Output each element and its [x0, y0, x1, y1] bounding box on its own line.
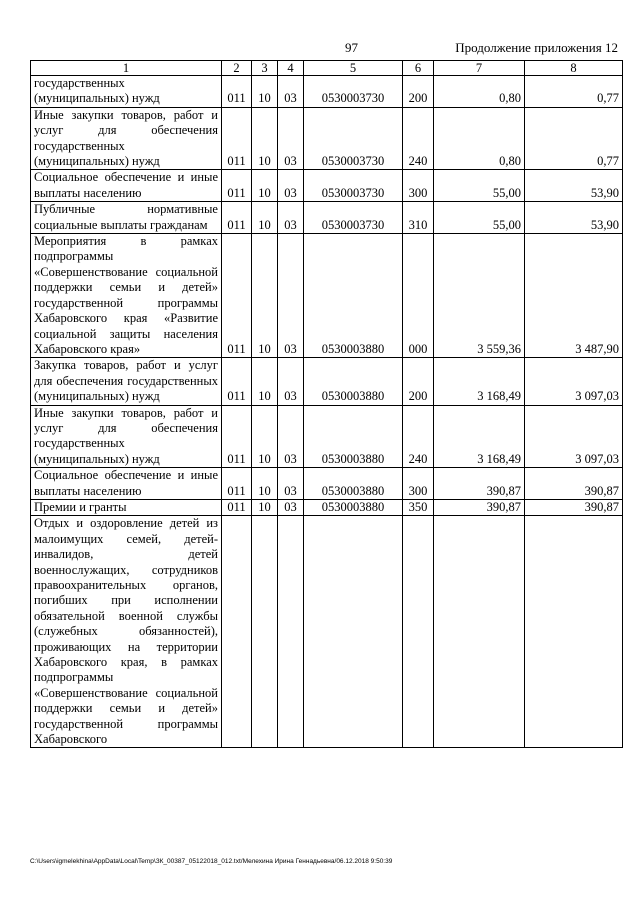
- amount-col7: 55,00: [434, 170, 525, 202]
- table-row: [31, 499, 623, 515]
- section-code: 10: [252, 170, 278, 202]
- row-name: Иные закупки товаров, работ и услуг для обеспечения государственных (муниципальных) нужд: [31, 107, 222, 170]
- table-row: [31, 234, 623, 358]
- row-name: Премии и гранты: [31, 499, 222, 515]
- ministry-code: 011: [222, 468, 252, 500]
- ministry-code: 011: [222, 405, 252, 468]
- ministry-code: 011: [222, 499, 252, 515]
- amount-col7: 390,87: [434, 499, 525, 515]
- target-article-code: 0530003880: [304, 405, 403, 468]
- amount-col7: 3 559,36: [434, 234, 525, 358]
- target-article-code: 0530003880: [304, 499, 403, 515]
- target-article-code: 0530003730: [304, 76, 403, 108]
- target-article-code: 0530003730: [304, 170, 403, 202]
- column-header: 8: [525, 61, 623, 76]
- ministry-code: [222, 516, 252, 748]
- column-header: 6: [403, 61, 434, 76]
- row-name: Публичные нормативные социальные выплаты гражданам: [31, 202, 222, 234]
- expense-type-code: 000: [403, 234, 434, 358]
- ministry-code: 011: [222, 170, 252, 202]
- column-header: 5: [304, 61, 403, 76]
- amount-col7: [434, 516, 525, 748]
- subsection-code: 03: [278, 76, 304, 108]
- continuation-label: Продолжение приложения 12: [455, 40, 618, 55]
- target-article-code: 0530003730: [304, 107, 403, 170]
- column-header: 1: [31, 61, 222, 76]
- column-header: 4: [278, 61, 304, 76]
- row-name: Социальное обеспечение и иные выплаты населению: [31, 468, 222, 500]
- amount-col8: 390,87: [525, 468, 623, 500]
- section-code: 10: [252, 202, 278, 234]
- ministry-code: 011: [222, 107, 252, 170]
- ministry-code: 011: [222, 76, 252, 108]
- target-article-code: 0530003880: [304, 468, 403, 500]
- expense-type-code: 200: [403, 358, 434, 405]
- expense-type-code: 200: [403, 76, 434, 108]
- amount-col8: 0,77: [525, 76, 623, 108]
- amount-col7: 3 168,49: [434, 358, 525, 405]
- table-header-row: [31, 61, 623, 76]
- section-code: [252, 516, 278, 748]
- subsection-code: 03: [278, 499, 304, 515]
- table-row: [31, 358, 623, 405]
- amount-col7: 3 168,49: [434, 405, 525, 468]
- subsection-code: 03: [278, 234, 304, 358]
- subsection-code: 03: [278, 107, 304, 170]
- amount-col7: 390,87: [434, 468, 525, 500]
- subsection-code: 03: [278, 202, 304, 234]
- subsection-code: 03: [278, 468, 304, 500]
- file-path-footer: C:\Users\igmelekhina\AppData\Local\Temp\ЗК_00387_05122018_012.txt/Мелехина Ирина Геннадьевна/06.12.2018 9:50:39: [30, 858, 393, 865]
- amount-col8: 53,90: [525, 170, 623, 202]
- table-row: [31, 516, 623, 748]
- target-article-code: [304, 516, 403, 748]
- subsection-code: 03: [278, 170, 304, 202]
- expense-type-code: 310: [403, 202, 434, 234]
- section-code: 10: [252, 76, 278, 108]
- section-code: 10: [252, 499, 278, 515]
- amount-col8: 0,77: [525, 107, 623, 170]
- amount-col8: 53,90: [525, 202, 623, 234]
- amount-col7: 0,80: [434, 107, 525, 170]
- row-name: Иные закупки товаров, работ и услуг для обеспечения государственных (муниципальных) нужд: [31, 405, 222, 468]
- target-article-code: 0530003880: [304, 358, 403, 405]
- table-row: [31, 405, 623, 468]
- column-header: 7: [434, 61, 525, 76]
- amount-col8: 3 487,90: [525, 234, 623, 358]
- expense-type-code: [403, 516, 434, 748]
- page-number: 97: [345, 40, 358, 55]
- expense-type-code: 240: [403, 405, 434, 468]
- row-name: государственных (муниципальных) нужд: [31, 76, 222, 108]
- section-code: 10: [252, 358, 278, 405]
- subsection-code: 03: [278, 405, 304, 468]
- column-header: 3: [252, 61, 278, 76]
- row-name: Социальное обеспечение и иные выплаты населению: [31, 170, 222, 202]
- expense-type-code: 300: [403, 468, 434, 500]
- section-code: 10: [252, 107, 278, 170]
- ministry-code: 011: [222, 358, 252, 405]
- section-code: 10: [252, 234, 278, 358]
- ministry-code: 011: [222, 234, 252, 358]
- table-row: [31, 170, 623, 202]
- amount-col7: 0,80: [434, 76, 525, 108]
- section-code: 10: [252, 405, 278, 468]
- row-name: Отдых и оздоровление детей из малоимущих семей, детей-инвалидов, детей военнослужащих, сотрудников правоохранительных органов, погибших при исполнении обязательной военной службы (служебных обязанностей), проживающих на территории Хабаровского края, в рамках подпрограммы «Совершенствование социальной поддержки семьи и детей» государственной программы Хабаровского: [31, 516, 222, 748]
- subsection-code: 03: [278, 358, 304, 405]
- table-row: [31, 76, 623, 108]
- budget-table: [30, 60, 623, 748]
- column-header: 2: [222, 61, 252, 76]
- ministry-code: 011: [222, 202, 252, 234]
- row-name: Мероприятия в рамках подпрограммы «Совершенствование социальной поддержки семьи и детей» государственной программы Хабаровского края «Развитие социальной защиты населения Хабаровского края»: [31, 234, 222, 358]
- table-row: [31, 468, 623, 500]
- amount-col8: [525, 516, 623, 748]
- amount-col7: 55,00: [434, 202, 525, 234]
- subsection-code: [278, 516, 304, 748]
- amount-col8: 3 097,03: [525, 358, 623, 405]
- expense-type-code: 350: [403, 499, 434, 515]
- table-row: [31, 202, 623, 234]
- amount-col8: 390,87: [525, 499, 623, 515]
- expense-type-code: 300: [403, 170, 434, 202]
- section-code: 10: [252, 468, 278, 500]
- expense-type-code: 240: [403, 107, 434, 170]
- amount-col8: 3 097,03: [525, 405, 623, 468]
- target-article-code: 0530003730: [304, 202, 403, 234]
- row-name: Закупка товаров, работ и услуг для обеспечения государственных (муниципальных) нужд: [31, 358, 222, 405]
- table-row: [31, 107, 623, 170]
- target-article-code: 0530003880: [304, 234, 403, 358]
